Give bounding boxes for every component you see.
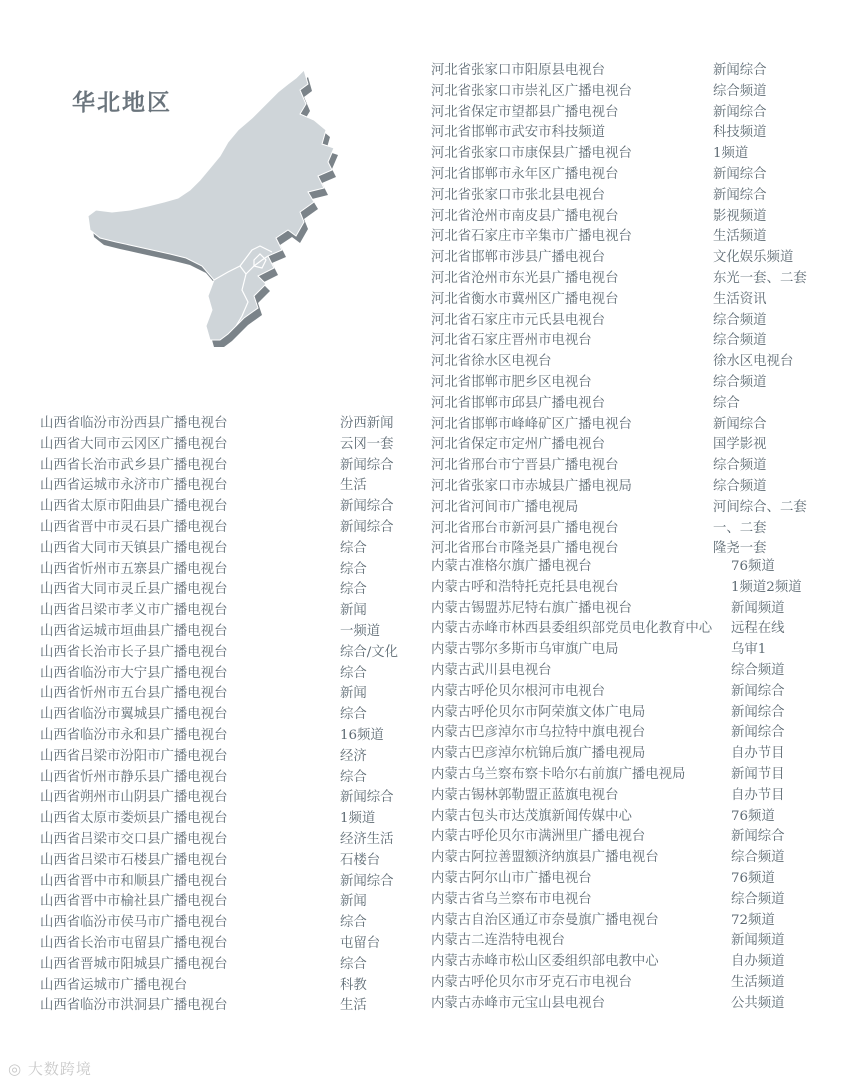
- station-name: 山西省大同市灵丘县广播电视台: [40, 582, 228, 598]
- station-name: 河北省张家口市阳原县电视台: [431, 63, 606, 78]
- list-item: [431, 82, 851, 103]
- channel-name: 东光一套、二套: [713, 270, 807, 286]
- channel-name: 云冈一套: [340, 436, 394, 452]
- channel-name: 河间综合、二套: [713, 499, 807, 515]
- station-name: 河北省衡水市冀州区广播电视台: [431, 291, 619, 307]
- list-item: [40, 788, 420, 809]
- watermark: [8, 1058, 92, 1079]
- station-name: 内蒙古省乌兰察布市电视台: [431, 891, 592, 907]
- channel-name: 综合频道: [713, 333, 767, 349]
- station-name: 河北省邯郸市永年区广播电视台: [431, 166, 619, 182]
- list-item: [40, 934, 420, 955]
- station-name: 山西省晋中市榆社县广播电视台: [40, 894, 228, 910]
- channel-name: 隆尧一套: [713, 541, 767, 557]
- list-item: [40, 518, 420, 539]
- station-name: 内蒙古包头市达茂旗新闻传媒中心: [431, 808, 632, 824]
- list-item: [40, 435, 420, 456]
- list-item: [431, 994, 851, 1015]
- list-item: [431, 619, 851, 640]
- list-item: [431, 352, 851, 373]
- station-name: 山西省朔州市山阴县广播电视台: [40, 790, 228, 806]
- station-name: 山西省太原市娄烦县广播电视台: [40, 811, 228, 827]
- station-name: 内蒙古赤峰市林西县委组织部党员电化教育中心: [431, 621, 713, 637]
- station-name: 内蒙古武川县电视台: [431, 662, 552, 678]
- channel-name: 公共频道: [731, 995, 785, 1011]
- channel-name: 综合: [340, 707, 367, 723]
- station-name: 山西省运城市垣曲县广播电视台: [40, 623, 228, 639]
- channel-name: 石楼台: [340, 852, 381, 868]
- channel-name: 综合: [340, 561, 367, 577]
- station-name: 山西省临汾市侯马市广播电视台: [40, 915, 228, 931]
- north-china-region-map-icon: [82, 70, 342, 355]
- channel-name: 综合: [340, 582, 367, 598]
- list-item: [40, 892, 420, 913]
- list-item: [431, 599, 851, 620]
- region-title: 华北地区: [72, 90, 172, 116]
- list-item: [431, 311, 851, 332]
- station-name: 山西省运城市永济市广播电视台: [40, 478, 228, 494]
- station-name: 河北省邯郸市肥乡区电视台: [431, 374, 592, 390]
- station-name: 内蒙古阿拉善盟额济纳旗县广播电视台: [431, 850, 659, 866]
- channel-name: 76频道: [731, 808, 775, 824]
- station-name: 河北省邯郸市邱县广播电视台: [431, 395, 606, 411]
- station-name: 内蒙古二连浩特电视台: [431, 933, 565, 949]
- channel-name: 国学影视: [713, 437, 767, 453]
- list-item: [431, 248, 851, 269]
- list-item: [40, 809, 420, 830]
- channel-name: 新闻综合: [731, 704, 785, 720]
- channel-name: 综合/文化: [340, 644, 399, 660]
- station-name: 内蒙古巴彦淖尔杭锦后旗广播电视局: [431, 746, 646, 762]
- list-item: [431, 290, 851, 311]
- station-name: 山西省吕梁市汾阳市广播电视台: [40, 748, 228, 764]
- channel-name: 生活: [340, 998, 367, 1014]
- watermark-logo-icon: ◎: [8, 1060, 23, 1078]
- neimenggu-list: [431, 557, 851, 1015]
- station-name: 山西省长治市武乡县广播电视台: [40, 457, 228, 473]
- list-item: [431, 786, 851, 807]
- station-name: 山西省忻州市静乐县广播电视台: [40, 769, 228, 785]
- channel-name: 一频道: [340, 623, 381, 639]
- channel-name: 新闻综合: [731, 725, 785, 741]
- station-name: 山西省长治市屯留县广播电视台: [40, 935, 228, 951]
- list-item: [431, 807, 851, 828]
- list-item: [431, 557, 851, 578]
- list-item: [431, 435, 851, 456]
- station-name: 河北省石家庄市辛集市广播电视台: [431, 229, 632, 245]
- list-item: [40, 913, 420, 934]
- channel-name: 新闻节目: [731, 766, 785, 782]
- list-item: [40, 955, 420, 976]
- list-item: [431, 744, 851, 765]
- station-name: 河北省邢台市宁晋县广播电视台: [431, 458, 619, 474]
- channel-name: 1频道2频道: [731, 579, 802, 595]
- station-name: 山西省忻州市五寨县广播电视台: [40, 561, 228, 577]
- channel-name: 76频道: [731, 870, 775, 886]
- watermark-text: 大数跨境: [27, 1060, 92, 1078]
- list-item: [431, 415, 851, 436]
- list-item: [40, 622, 420, 643]
- channel-name: 72频道: [731, 912, 775, 928]
- station-name: 河北省徐水区电视台: [431, 354, 552, 370]
- channel-name: 一、二套: [713, 520, 767, 536]
- channel-name: 生活频道: [713, 229, 767, 245]
- station-name: 内蒙古呼伦贝尔市牙克石市电视台: [431, 974, 632, 990]
- list-item: [431, 103, 851, 124]
- list-item: [40, 601, 420, 622]
- list-item: [431, 890, 851, 911]
- channel-name: 综合: [340, 956, 367, 972]
- channel-name: 76频道: [731, 559, 775, 574]
- station-name: 河北省张家口市赤城县广播电视局: [431, 478, 632, 494]
- map-body: [88, 70, 334, 340]
- channel-name: 1频道: [713, 146, 749, 162]
- station-name: 河北省张家口市康保县广播电视台: [431, 146, 632, 162]
- list-item: [431, 827, 851, 848]
- channel-name: 新闻综合: [731, 683, 785, 699]
- list-item: [40, 872, 420, 893]
- list-item: [431, 911, 851, 932]
- channel-name: 徐水区电视台: [713, 354, 794, 370]
- channel-name: 新闻综合: [713, 166, 767, 182]
- list-item: [431, 269, 851, 290]
- station-name: 河北省保定市定州广播电视台: [431, 437, 606, 453]
- list-item: [431, 186, 851, 207]
- channel-name: 屯留台: [340, 935, 381, 951]
- station-name: 内蒙古准格尔旗广播电视台: [431, 559, 592, 574]
- list-item: [40, 539, 420, 560]
- channel-name: 新闻综合: [713, 416, 767, 432]
- channel-name: 生活资讯: [713, 291, 767, 307]
- list-item: [431, 331, 851, 352]
- station-name: 河北省保定市望都县广播电视台: [431, 104, 619, 120]
- channel-name: 生活: [340, 478, 367, 494]
- station-name: 山西省吕梁市石楼县广播电视台: [40, 852, 228, 868]
- channel-name: 经济: [340, 748, 367, 764]
- station-name: 河北省石家庄晋州市电视台: [431, 333, 592, 349]
- station-name: 山西省晋城市阳城县广播电视台: [40, 956, 228, 972]
- channel-name: 综合: [340, 665, 367, 681]
- station-name: 山西省临汾市汾西县广播电视台: [40, 416, 228, 431]
- list-item: [40, 476, 420, 497]
- station-name: 内蒙古呼伦贝尔市满洲里广播电视台: [431, 829, 646, 845]
- list-item: [40, 497, 420, 518]
- list-item: [431, 227, 851, 248]
- list-item: [431, 165, 851, 186]
- list-item: [40, 851, 420, 872]
- list-item: [431, 456, 851, 477]
- station-name: 河北省邯郸市峰峰矿区广播电视台: [431, 416, 632, 432]
- channel-name: 文化娱乐频道: [713, 250, 794, 266]
- list-item: [40, 560, 420, 581]
- list-item: [431, 373, 851, 394]
- list-item: [431, 61, 851, 82]
- station-name: 山西省运城市广播电视台: [40, 977, 188, 993]
- channel-name: 新闻综合: [713, 187, 767, 203]
- list-item: [431, 207, 851, 228]
- channel-name: 综合: [340, 540, 367, 556]
- station-name: 山西省大同市云冈区广播电视台: [40, 436, 228, 452]
- station-name: 内蒙古赤峰市元宝山县电视台: [431, 995, 606, 1011]
- station-name: 河北省张家口市张北县电视台: [431, 187, 606, 203]
- channel-name: 科技频道: [713, 125, 767, 141]
- station-name: 山西省晋中市灵石县广播电视台: [40, 519, 228, 535]
- station-name: 河北省邢台市隆尧县广播电视台: [431, 541, 619, 557]
- channel-name: 自办节目: [731, 787, 785, 803]
- station-name: 内蒙古呼伦贝尔市阿荣旗文体广电局: [431, 704, 646, 720]
- list-item: [431, 952, 851, 973]
- station-name: 内蒙古乌兰察布察卡哈尔右前旗广播电视局: [431, 766, 686, 782]
- channel-name: 综合: [340, 769, 367, 785]
- shanxi-list: [40, 414, 420, 1017]
- station-name: 河北省张家口市崇礼区广播电视台: [431, 83, 632, 99]
- station-name: 山西省忻州市五台县广播电视台: [40, 686, 228, 702]
- station-name: 内蒙古巴彦淖尔市乌拉特中旗电视台: [431, 725, 646, 741]
- channel-name: 科教: [340, 977, 367, 993]
- list-item: [431, 973, 851, 994]
- station-name: 内蒙古鄂尔多斯市乌审旗广电局: [431, 642, 619, 658]
- station-name: 山西省临汾市翼城县广播电视台: [40, 707, 228, 723]
- channel-name: 远程在线: [731, 621, 785, 637]
- station-name: 河北省石家庄市元氏县电视台: [431, 312, 606, 328]
- channel-name: 新闻综合: [713, 63, 767, 78]
- channel-name: 新闻综合: [340, 873, 394, 889]
- channel-name: 新闻综合: [340, 519, 394, 535]
- channel-name: 生活频道: [731, 974, 785, 990]
- list-item: [40, 768, 420, 789]
- channel-name: 经济生活: [340, 831, 394, 847]
- station-name: 内蒙古阿尔山市广播电视台: [431, 870, 592, 886]
- list-item: [40, 830, 420, 851]
- station-name: 河北省沧州市东光县广播电视台: [431, 270, 619, 286]
- list-item: [40, 705, 420, 726]
- station-name: 山西省临汾市大宁县广播电视台: [40, 665, 228, 681]
- list-item: [40, 976, 420, 997]
- list-item: [431, 519, 851, 540]
- channel-name: 综合频道: [713, 478, 767, 494]
- channel-name: 新闻综合: [340, 790, 394, 806]
- channel-name: 新闻频道: [731, 933, 785, 949]
- list-item: [431, 848, 851, 869]
- channel-name: 1频道: [340, 811, 376, 827]
- channel-name: 综合: [340, 915, 367, 931]
- list-item: [431, 498, 851, 519]
- station-name: 河北省邯郸市武安市科技频道: [431, 125, 606, 141]
- channel-name: 新闻: [340, 603, 367, 619]
- station-name: 内蒙古锡林郭勒盟正蓝旗电视台: [431, 787, 619, 803]
- list-item: [40, 643, 420, 664]
- channel-name: 新闻: [340, 686, 367, 702]
- station-name: 内蒙古呼和浩特托克托县电视台: [431, 579, 619, 595]
- list-item: [431, 765, 851, 786]
- list-item: [431, 682, 851, 703]
- channel-name: 新闻综合: [713, 104, 767, 120]
- station-name: 山西省太原市阳曲县广播电视台: [40, 499, 228, 515]
- channel-name: 汾西新闻: [340, 416, 394, 431]
- list-item: [431, 477, 851, 498]
- station-name: 内蒙古锡盟苏尼特右旗广播电视台: [431, 600, 632, 616]
- list-item: [431, 394, 851, 415]
- list-item: [431, 869, 851, 890]
- list-item: [431, 931, 851, 952]
- channel-name: 乌审1: [731, 642, 767, 658]
- list-item: [40, 456, 420, 477]
- list-item: [431, 578, 851, 599]
- channel-name: 综合频道: [731, 850, 785, 866]
- channel-name: 影视频道: [713, 208, 767, 224]
- list-item: [40, 684, 420, 705]
- station-name: 河北省邯郸市涉县广播电视台: [431, 250, 606, 266]
- station-name: 山西省临汾市洪洞县广播电视台: [40, 998, 228, 1014]
- list-item: [40, 726, 420, 747]
- channel-name: 新闻综合: [340, 499, 394, 515]
- channel-name: 综合频道: [713, 458, 767, 474]
- station-name: 山西省吕梁市孝义市广播电视台: [40, 603, 228, 619]
- channel-name: 综合频道: [713, 312, 767, 328]
- station-name: 内蒙古赤峰市松山区委组织部电教中心: [431, 954, 659, 970]
- station-name: 内蒙古呼伦贝尔根河市电视台: [431, 683, 606, 699]
- channel-name: 自办节目: [731, 746, 785, 762]
- station-name: 山西省临汾市永和县广播电视台: [40, 727, 228, 743]
- station-name: 山西省吕梁市交口县广播电视台: [40, 831, 228, 847]
- station-name: 山西省大同市天镇县广播电视台: [40, 540, 228, 556]
- list-item: [431, 661, 851, 682]
- station-name: 河北省沧州市南皮县广播电视台: [431, 208, 619, 224]
- station-name: 河北省邢台市新河县广播电视台: [431, 520, 619, 536]
- channel-name: 新闻综合: [731, 829, 785, 845]
- list-item: [431, 144, 851, 165]
- channel-name: 新闻综合: [340, 457, 394, 473]
- hebei-list: [431, 61, 851, 560]
- channel-name: 综合频道: [731, 662, 785, 678]
- channel-name: 自办频道: [731, 954, 785, 970]
- list-item: [40, 580, 420, 601]
- station-name: 山西省长治市长子县广播电视台: [40, 644, 228, 660]
- channel-name: 综合频道: [713, 83, 767, 99]
- list-item: [431, 723, 851, 744]
- list-item: [40, 747, 420, 768]
- station-name: 河北省河间市广播电视局: [431, 499, 579, 515]
- list-item: [40, 664, 420, 685]
- channel-name: 16频道: [340, 727, 384, 743]
- channel-name: 新闻频道: [731, 600, 785, 616]
- channel-name: 综合: [713, 395, 740, 411]
- channel-name: 综合频道: [713, 374, 767, 390]
- list-item: [431, 640, 851, 661]
- channel-name: 综合频道: [731, 891, 785, 907]
- list-item: [431, 703, 851, 724]
- channel-name: 新闻: [340, 894, 367, 910]
- list-item: [431, 123, 851, 144]
- list-item: [40, 996, 420, 1017]
- list-item: [40, 414, 420, 435]
- station-name: 内蒙古自治区通辽市奈曼旗广播电视台: [431, 912, 659, 928]
- station-name: 山西省晋中市和顺县广播电视台: [40, 873, 228, 889]
